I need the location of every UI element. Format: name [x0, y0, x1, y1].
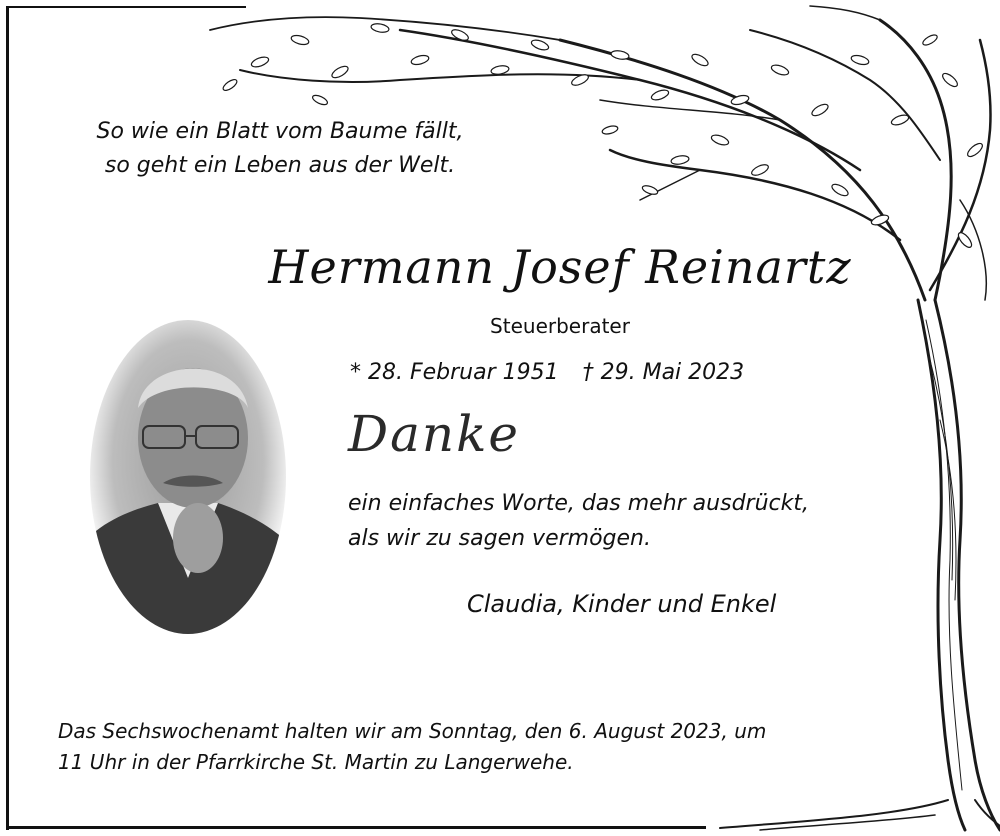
deceased-name: Hermann Josef Reinartz [268, 240, 852, 294]
quote-line-2: so geht ein Leben aus der Welt. [104, 153, 456, 178]
life-dates [350, 360, 810, 385]
service-notice [58, 716, 858, 778]
thanks-phrase [348, 486, 868, 556]
portrait-photo [88, 318, 288, 636]
quote-line-1: So wie ein Blatt vom Baume fällt, [96, 119, 464, 144]
memorial-quote [60, 115, 500, 183]
thanks-heading: Danke [348, 405, 520, 463]
notice-line-1: Das Sechswochenamt halten wir am Sonntag, den 6. August 2023, um [58, 719, 767, 743]
deceased-profession: Steuerberater [490, 314, 630, 338]
death-date: † 29. Mai 2023 [582, 360, 745, 385]
birth-date: * 28. Februar 1951 [350, 360, 559, 385]
thanks-line-1: ein einfaches Worte, das mehr ausdrückt, [348, 491, 809, 516]
family-signature: Claudia, Kinder und Enkel [467, 590, 777, 618]
thanks-line-2: als wir zu sagen vermögen. [348, 526, 651, 551]
notice-line-2: 11 Uhr in der Pfarrkirche St. Martin zu Langerwehe. [58, 750, 574, 774]
